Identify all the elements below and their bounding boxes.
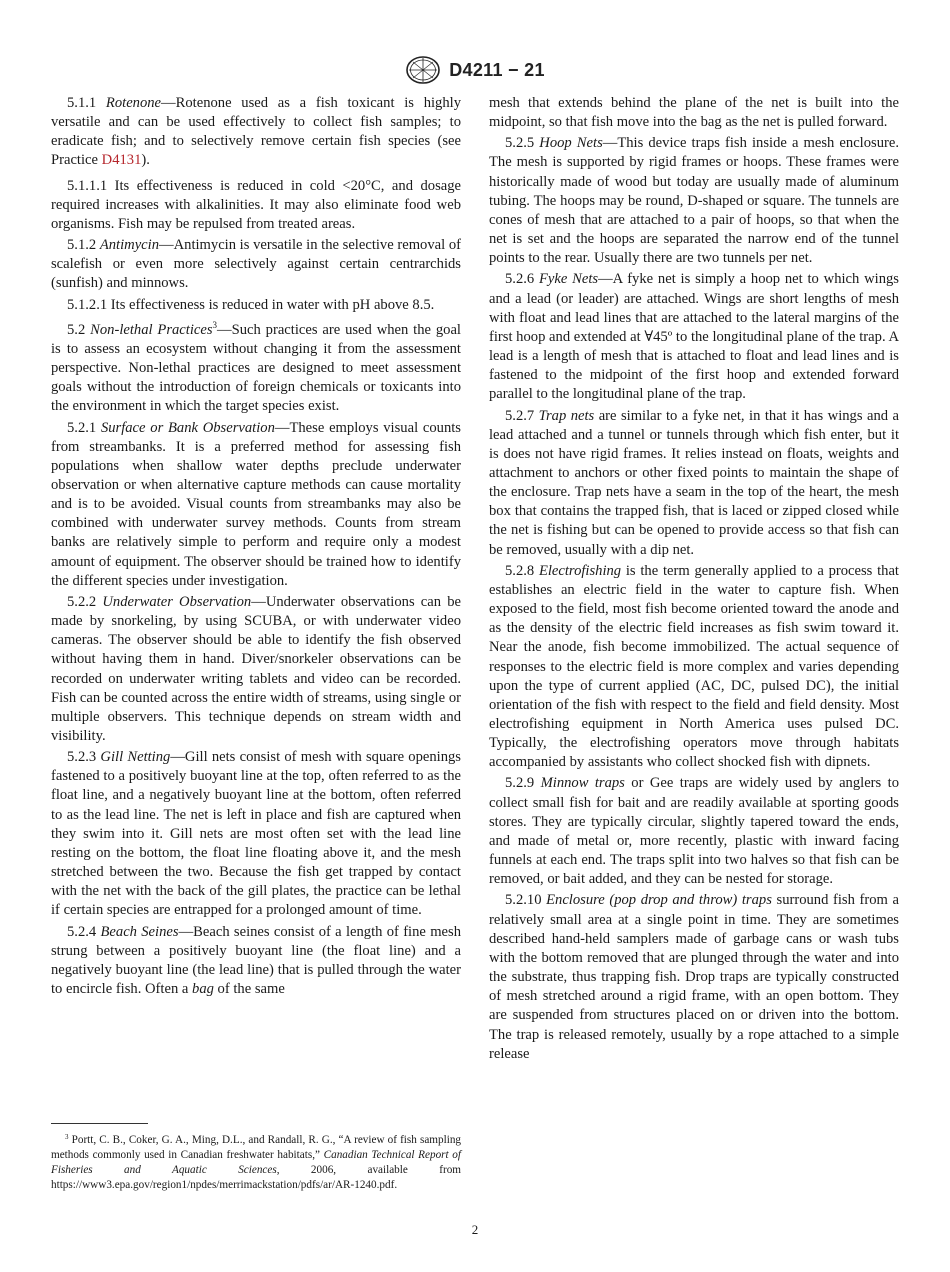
left-column bbox=[51, 94, 461, 1001]
title-separator: — bbox=[159, 237, 174, 254]
paragraph-text: of the same bbox=[213, 981, 285, 998]
footnote-reference: 3 bbox=[212, 319, 218, 330]
section-number: 5.2.3 bbox=[67, 749, 97, 766]
paragraph bbox=[489, 270, 899, 404]
section-title: Fyke Nets bbox=[538, 271, 599, 288]
section-title: Underwater Observation bbox=[102, 593, 252, 610]
paragraph bbox=[51, 923, 461, 1000]
paragraph bbox=[489, 891, 899, 1063]
paragraph-text: Antimycin is versatile in the selective removal of scalefish or even more selectively against certain centrarchids (sunfish) and minnows. bbox=[51, 237, 461, 292]
paragraph-text: A fyke net is simply a hoop net to which wings and a lead (or leader) are attached. Wings are short lengths of mesh with float and lead lines that are attached to the lateral margins of the first hoop and extended at ∀45º to the longitudinal plane of the trap. A lead is a length of mesh that is attached to float and lead lines and is fastened to the midpoint of the first hoop and extended forward parallel to the longitudinal plane of the trap. bbox=[489, 271, 899, 403]
paragraph-text: Its effectiveness is reduced in water with pH above 8.5. bbox=[110, 296, 435, 313]
section-number: 5.1.1.1 bbox=[67, 177, 108, 194]
paragraph-text: Its effectiveness is reduced in cold <20°C, and dosage required increases with alkalinities. It may also eliminate food web organisms. Fish may be repulsed from treated areas. bbox=[51, 177, 461, 232]
section-title: Enclosure (pop drop and throw) traps bbox=[546, 892, 772, 909]
section-number: 5.2.9 bbox=[505, 775, 535, 792]
section-number: 5.2.1 bbox=[67, 419, 97, 436]
paragraph bbox=[489, 94, 899, 132]
paragraph-text: These employs visual counts from streambanks. It is a preferred method for assessing fish populations when shallow water depths preclude underwater observation or when alternative capture methods can cause mortality and is to be avoided. Visual counts from streambanks may also be combined with underwater survey methods. Counts from stream banks are relatively simple to perform and require only a modest amount of equipment. The observer should be trained how to identify the different species under investigation. bbox=[51, 419, 461, 589]
title-separator: — bbox=[602, 135, 618, 152]
section-number: 5.2.5 bbox=[505, 135, 535, 152]
astm-logo-icon bbox=[405, 55, 441, 85]
paragraph bbox=[51, 748, 461, 920]
paragraph bbox=[51, 321, 461, 417]
section-number: 5.2.8 bbox=[505, 562, 535, 579]
section-number: 5.2.10 bbox=[505, 892, 542, 909]
section-title: Trap nets bbox=[538, 407, 595, 424]
page-header bbox=[0, 55, 950, 85]
footnote-marker: 3 bbox=[65, 1133, 69, 1141]
paragraph-text: or Gee traps are widely used by anglers to collect small fish for bait and are readily available at sporting goods stores. They are typically circular, slightly tapered toward the ends, and made of metal or, more recently, plastic with inward facing funnels at each end. The traps split into two halves so that fish can be removed, or bait added, and they can be nested for storage. bbox=[489, 775, 899, 888]
section-title: Non-lethal Practices bbox=[90, 321, 213, 338]
section-number: 5.2.7 bbox=[505, 407, 535, 424]
title-separator: — bbox=[178, 923, 194, 940]
paragraph-text: mesh that extends behind the plane of the net is built into the midpoint, so that fish move into the bag as the net is pulled forward. bbox=[489, 95, 899, 131]
paragraph-text: is the term generally applied to a process that establishes an electric field in the water to capture fish. When exposed to the field, most fish become oriented toward the anode and as the density of the electric field increases as fish swim toward it. Near the anode, fish become immobilized. The actual sequence of responses to the electric field is more complex and varies depending upon the type of current applied (AC, DC, pulsed DC), the initial orientation of the fish with respect to the field and field density. Most electrofishing equipment in North America uses pulsed DC. Typically, the electrofishing operators move through habitats accompanied by assistants who collect shocked fish with dipnets. bbox=[489, 562, 899, 771]
paragraph bbox=[51, 593, 461, 746]
right-column bbox=[489, 94, 899, 1066]
paragraph-text: Gill nets consist of mesh with square openings fastened to a positively buoyant line at the top, often referred to as the float line, and a negatively buoyant line at the bottom, often referred to as the lead line. The net is left in place and fish are captured when they swim into it. Gill nets are most often set with the lead line resting on the bottom, the float line floating above it, and the mesh stretched between the two. Because the fish get trapped by contact with the net with the back of the gill plates, the practice can be lethal if certain species are entrapped for a prolonged amount of time. bbox=[51, 749, 461, 919]
paragraph-text: This device traps fish inside a mesh enclosure. The mesh is supported by rigid frames or hoops. These frames were historically made of wood but today are usually made of aluminum tubing. The hoops may be round, D-shaped or square. The tunnels are cones of mesh that are attached to a pair of hoops, so that when the net is set and the hoops are separated the narrow end of the tunnel points to the rear. Usually there are two tunnels per net. bbox=[489, 135, 899, 267]
section-number: 5.2.4 bbox=[67, 923, 97, 940]
paragraph bbox=[51, 177, 461, 234]
paragraph-text: are similar to a fyke net, in that it has wings and a lead attached and a tunnel or tunnels through which fish enter, but it is does not have rigid frames. It relies instead on floats, weights and attachment to anchors or other fixed points to maintain the shape of the enclosure. Trap nets have a seam in the top of the heart, the mesh box that contains the trapped fish, that is laced or zipped closed while the net is fishing but can be opened to provide access so that fish can be removed, usually with a dip net. bbox=[489, 407, 900, 558]
paragraph-text: ). bbox=[141, 152, 150, 169]
section-title: Hoop Nets bbox=[539, 135, 603, 152]
footnote-journal: Canadian Technical Report of Fisheries and Aquatic Sciences bbox=[51, 1149, 461, 1177]
paragraph bbox=[489, 774, 899, 889]
document-designation: D4211 − 21 bbox=[449, 59, 545, 80]
paragraph bbox=[51, 94, 461, 171]
section-title: Surface or Bank Observation bbox=[100, 419, 275, 436]
section-title: Antimycin bbox=[99, 237, 160, 254]
paragraph bbox=[51, 236, 461, 293]
title-separator: — bbox=[161, 95, 176, 111]
paragraph bbox=[489, 134, 899, 268]
section-title: Beach Seines bbox=[100, 923, 179, 940]
paragraph-text: Rotenone used as a fish toxicant is highly versatile and can be used effectively to collect fish samples; to eradicate fish; and to selectively remove certain fish species (see Practice bbox=[51, 95, 461, 169]
paragraph bbox=[489, 562, 899, 773]
title-separator: — bbox=[274, 419, 290, 436]
title-separator: — bbox=[251, 593, 266, 610]
footnote-text-end: , 2006, available from https://www3.epa.gov/region1/npdes/merrimackstation/pdfs/ar/AR-1240.pdf. bbox=[51, 1164, 461, 1192]
paragraph-text: Beach seines consist of a length of fine mesh strung between a positively buoyant line (the float line) and a negatively buoyant line (the lead line) that is pulled through the water to encircle fish. Often a bbox=[51, 923, 461, 998]
paragraph-text: surround fish from a relatively small area at a single point in time. They are sometimes described hand-held samplers made of garbage cans or wash tubs with the bottom removed that are plunged through the water and into the substrate, thus trapping fish. Drop traps are typically constructed of mesh stretched around a rigid frame, with an open bottom. They are suspended from structures placed on or driven into the bottom. The trap is released remotely, usually by a rope attached to a simple release bbox=[489, 892, 899, 1062]
paragraph bbox=[489, 407, 899, 560]
footnote-text: Portt, C. B., Coker, G. A., Ming, D.L., and Randall, R. G., “A review of fish sampling methods commonly used in Canadian freshwater habitats,” bbox=[51, 1134, 462, 1162]
section-title: Rotenone bbox=[105, 95, 162, 111]
section-number: 5.1.2 bbox=[67, 237, 97, 254]
paragraph bbox=[51, 296, 461, 315]
section-title: Gill Netting bbox=[100, 749, 171, 766]
page-number: 2 bbox=[471, 1222, 479, 1237]
section-number: 5.2.6 bbox=[505, 271, 535, 288]
footnote-divider bbox=[51, 1123, 148, 1124]
paragraph-text: Such practices are used when the goal is to assess an ecosystem without changing it from the assessment perspective. Non-lethal practices are designed to meet assessment goals without the introduction of foreign chemicals or toxicants into the environment in which the target species exist. bbox=[51, 321, 461, 415]
title-separator: — bbox=[170, 749, 185, 766]
title-separator: — bbox=[598, 271, 613, 288]
paragraph bbox=[51, 419, 461, 591]
emphasis-text: bag bbox=[192, 981, 214, 998]
section-number: 5.1.1 bbox=[67, 95, 97, 111]
section-number: 5.1.2.1 bbox=[67, 296, 108, 313]
title-separator: — bbox=[217, 321, 232, 338]
paragraph-text: Underwater observations can be made by snorkeling, by using SCUBA, or with underwater video cameras. The observer should be able to identify the fish observed without having them in hand. Diver/snorkeler observations can be recorded on underwater writing tablets and video can be recorded. Fish can be counted across the entire width of streams, using single or multiple observers. This technique depends on stream width and visibility. bbox=[51, 593, 461, 744]
section-number: 5.2.2 bbox=[67, 593, 97, 610]
section-number: 5.2 bbox=[67, 321, 86, 338]
section-title: Minnow traps bbox=[540, 775, 625, 792]
standard-reference-link[interactable]: D4131 bbox=[101, 152, 142, 169]
section-title: Electrofishing bbox=[538, 562, 622, 579]
footnote bbox=[51, 1133, 461, 1193]
